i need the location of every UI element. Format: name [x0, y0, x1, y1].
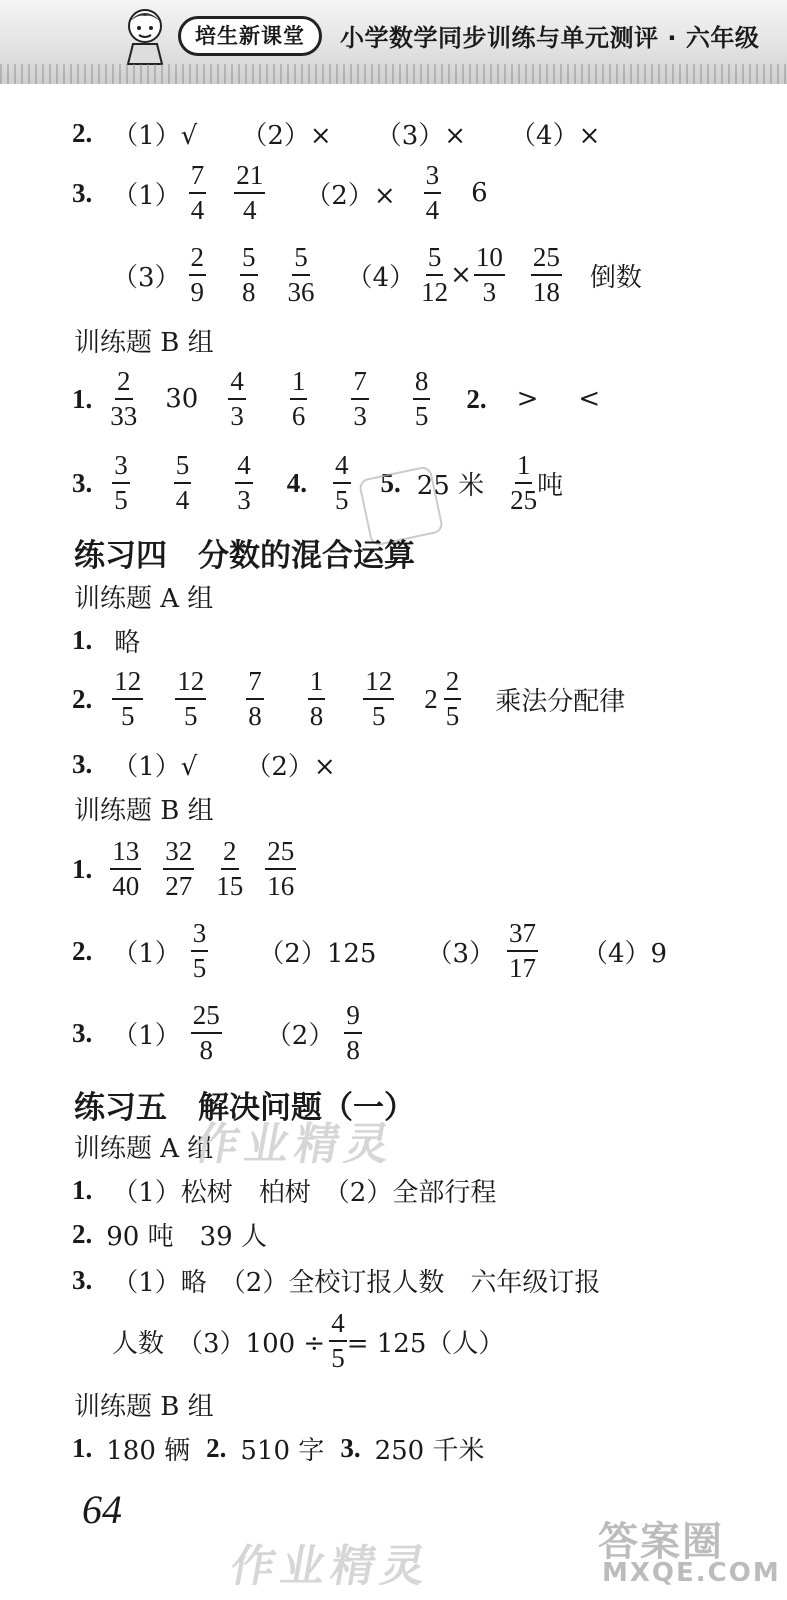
fraction: $\frac{3}{5}$ — [192, 918, 207, 983]
fraction: $\frac{4}{3}$ — [230, 366, 244, 431]
header-grass-decoration — [0, 64, 787, 84]
page-number: 64 — [82, 1487, 122, 1532]
page-header — [0, 0, 787, 84]
fraction: $\frac{4}{5}$ — [331, 1308, 345, 1373]
answer-text: = 125（人） — [346, 1328, 505, 1359]
fraction: $\frac{9}{8}$ — [346, 1000, 360, 1065]
group-label: 训练题 A 组 — [74, 1134, 214, 1164]
answer-text: （4）× — [510, 121, 601, 151]
group-label: 训练题 B 组 — [74, 1392, 214, 1422]
answer-text: （3）× — [375, 121, 467, 151]
item-number: 2. — [72, 935, 93, 966]
fraction: $\frac{25}{18}$ — [532, 242, 560, 307]
fraction: $\frac{12}{5}$ — [114, 666, 142, 731]
fraction: $\frac{32}{27}$ — [165, 836, 193, 901]
answer-text: 30 — [165, 384, 199, 414]
answer-text: （1）√ — [112, 121, 198, 151]
answer-text: 乘法分配律 — [495, 686, 626, 717]
answer-text: （1）√ — [112, 752, 198, 782]
answer-line — [72, 920, 667, 982]
answer-text: （1） — [112, 1020, 181, 1051]
item-number: 3. — [340, 1433, 361, 1463]
answer-line — [112, 244, 642, 306]
answer-line — [72, 1002, 362, 1064]
fraction: $\frac{25}{8}$ — [192, 1000, 220, 1065]
answer-line — [72, 452, 563, 514]
fraction: $\frac{3}{5}$ — [114, 450, 128, 515]
group-label: 训练题 A 组 — [74, 584, 214, 614]
item-number: 3. — [72, 1265, 93, 1295]
fraction: $\frac{1}{6}$ — [291, 366, 306, 431]
watermark-text: 作业精灵 — [190, 1119, 400, 1170]
answer-text: （4） — [346, 262, 416, 293]
answer-text: （1）松树 柏树 （2）全部行程 — [112, 1178, 497, 1208]
mascot-girl-icon — [118, 4, 172, 66]
answer-text: 250 千米 — [374, 1436, 485, 1466]
series-title: 小学数学同步训练与单元测评 · 六年级 — [340, 24, 760, 52]
answer-text: （1） — [112, 180, 181, 211]
item-number: 3. — [72, 467, 93, 498]
watermark-text: 作业精灵 — [226, 1541, 436, 1592]
item-number: 3. — [72, 749, 93, 779]
item-number: 1. — [72, 625, 93, 655]
fraction: $\frac{37}{17}$ — [509, 918, 537, 983]
answer-text: 25 米 — [416, 470, 485, 501]
answer-text: （2）× — [241, 121, 332, 151]
section-heading: 练习五 解决问题（一） — [74, 1090, 415, 1126]
item-number: 3. — [72, 1017, 93, 1048]
item-number: 2. — [206, 1433, 227, 1463]
fraction: $\frac{5}{12}$ — [421, 242, 449, 307]
answer-text: < — [578, 384, 601, 414]
answer-line — [72, 838, 296, 900]
answer-line — [112, 1310, 504, 1372]
fraction: $\frac{7}{8}$ — [248, 666, 262, 731]
answer-line — [72, 1216, 267, 1253]
group-label: 训练题 B 组 — [74, 328, 214, 358]
section-heading: 练习四 分数的混合运算 — [74, 538, 415, 574]
item-number: 2. — [72, 683, 93, 714]
corner-site-logo — [598, 1510, 781, 1590]
item-number: 1. — [72, 853, 93, 884]
fraction: $\frac{7}{4}$ — [190, 160, 205, 225]
answer-text: （2）× — [245, 752, 336, 782]
answer-line — [72, 622, 140, 659]
fraction: $\frac{5}{36}$ — [287, 242, 315, 307]
item-number: 5. — [380, 467, 401, 498]
brand-logo: 培生新课堂 — [178, 16, 322, 56]
times-sign: × — [450, 260, 472, 290]
item-number: 1. — [72, 1433, 93, 1463]
mixed-number — [424, 668, 461, 730]
fraction: $\frac{2}{33}$ — [110, 366, 138, 431]
group-label: 训练题 B 组 — [74, 796, 214, 826]
fraction: $\frac{2}{15}$ — [216, 836, 244, 901]
mixed-whole: 2 — [424, 683, 438, 714]
answer-text: （1） — [112, 938, 181, 969]
fraction: $\frac{12}{5}$ — [365, 666, 393, 731]
answer-text: 510 字 — [240, 1436, 325, 1466]
item-number: 2. — [72, 118, 93, 148]
answer-text: （1）略 （2）全校订报人数 六年级订报 — [112, 1268, 601, 1298]
answer-text: > — [516, 384, 539, 414]
answer-text: 人数 （3）100 ÷ — [112, 1328, 326, 1359]
answer-line — [72, 115, 600, 152]
fraction: $\frac{10}{3}$ — [475, 242, 503, 307]
fraction: $\frac{12}{5}$ — [177, 666, 205, 731]
corner-logo-main: 答案圈 — [598, 1519, 724, 1565]
fraction: $\frac{13}{40}$ — [112, 836, 140, 901]
fraction: $\frac{1}{8}$ — [309, 666, 324, 731]
fraction: $\frac{5}{4}$ — [175, 450, 190, 515]
answer-line — [72, 746, 336, 783]
answer-line — [72, 1430, 484, 1467]
answer-line — [72, 1172, 496, 1209]
answer-line — [72, 668, 625, 730]
fraction: $\frac{21}{4}$ — [236, 160, 264, 225]
fraction: $\frac{8}{5}$ — [414, 366, 429, 431]
answer-text: 吨 — [537, 470, 564, 501]
answer-text: （2） — [265, 1020, 335, 1051]
fraction: $\frac{2}{5}$ — [445, 666, 460, 731]
fraction: $\frac{1}{25}$ — [510, 450, 538, 515]
answer-text: 略 — [114, 628, 141, 658]
answer-text: （3） — [112, 262, 181, 293]
fraction: $\frac{25}{16}$ — [267, 836, 295, 901]
answer-line — [72, 1262, 600, 1299]
answer-line — [72, 162, 488, 224]
fraction: $\frac{4}{5}$ — [335, 450, 349, 515]
fraction: $\frac{4}{3}$ — [237, 450, 251, 515]
item-number: 1. — [72, 383, 93, 414]
answer-text: 180 辆 — [106, 1436, 191, 1466]
answer-text: 6 — [471, 178, 488, 208]
answer-text: （2）× — [305, 180, 396, 211]
fraction: $\frac{2}{9}$ — [190, 242, 205, 307]
fraction: $\frac{7}{3}$ — [353, 366, 367, 431]
answer-text: 倒数 — [589, 262, 642, 293]
answer-line — [72, 368, 600, 430]
item-number: 2. — [466, 383, 487, 414]
answer-text: （3） — [426, 938, 496, 969]
item-number: 3. — [72, 177, 93, 208]
item-number: 4. — [286, 467, 307, 498]
answer-text: （2）125 — [258, 938, 377, 969]
item-number: 2. — [72, 1219, 93, 1249]
fraction: $\frac{3}{4}$ — [425, 160, 440, 225]
answer-text: （4）9 — [582, 938, 668, 969]
answer-text: 90 吨 39 人 — [106, 1222, 267, 1252]
corner-logo-url: MXQE.COM — [602, 1558, 781, 1588]
fraction: $\frac{5}{8}$ — [242, 242, 256, 307]
item-number: 1. — [72, 1175, 93, 1205]
